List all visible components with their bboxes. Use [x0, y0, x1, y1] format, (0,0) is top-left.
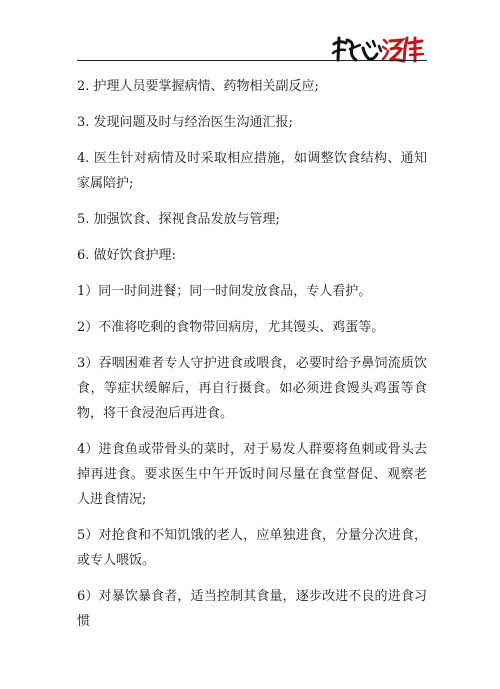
paragraph-item: 5. 加强饮食、探视食品发放与管理; — [77, 212, 280, 227]
paragraph-item: 2. 护理人员要掌握病情、药物相关副反应; — [77, 79, 319, 94]
paragraph-item: 3. 发现问题及时与经治医生沟通汇报; — [77, 115, 293, 130]
page-header — [0, 0, 500, 66]
paragraph-item: 5）对抢食和不知饥饿的老人，应单独进食，分量分次进食，或专人喂饭。 — [77, 528, 427, 568]
paragraph-item: 4）进食鱼或带骨头的菜时，对于易发人群要将鱼刺或骨头去掉再进食。要求医生中午开饭时间尽量在食堂督促、观察老人进食情况; — [77, 442, 427, 507]
paragraph-item: 1）同一时间进餐；同一时间发放食品，专人看护。 — [77, 284, 372, 299]
paragraph-item: 6. 做好饮食护理: — [77, 248, 176, 263]
document-body — [77, 74, 427, 634]
header-divider — [77, 60, 427, 61]
paragraph-item: 6）对暴饮暴食者，适当控制其食量，逐步改进不良的进食习惯 — [77, 589, 427, 629]
paragraph-item: 4. 医生针对病情及时采取相应措施，如调整饮食结构、通知家属陪护; — [77, 151, 427, 191]
paragraph-item: 2）不准将吃剩的食物带回病房，尤其馒头、鸡蛋等。 — [77, 320, 385, 335]
paragraph-item: 3）吞咽困难者专人守护进食或喂食，必要时给予鼻饲流质饮食，等症状缓解后，再自行摄食。如必须进食馒头鸡蛋等食物，将干食浸泡后再进食。 — [77, 356, 427, 421]
